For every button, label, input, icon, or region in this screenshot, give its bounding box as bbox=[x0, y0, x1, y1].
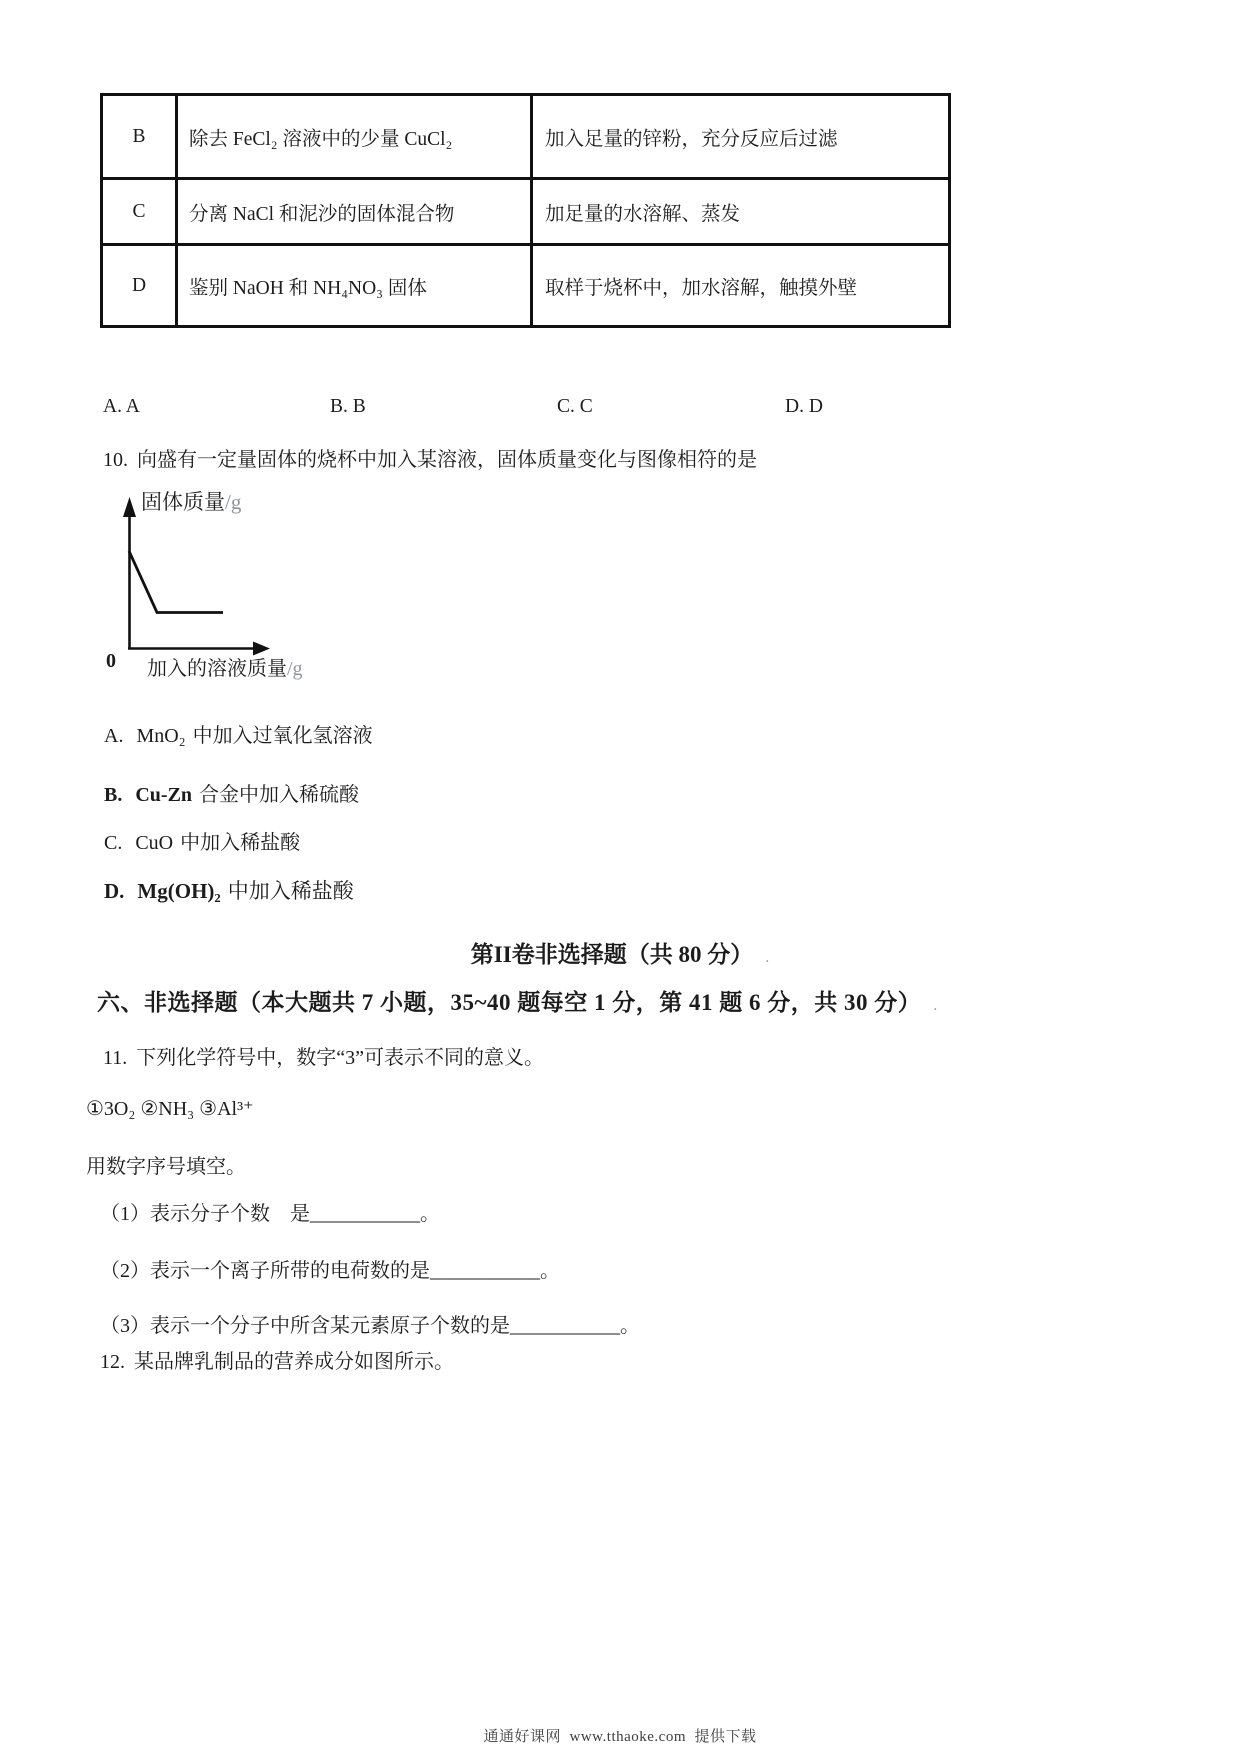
x-axis-unit: /g bbox=[287, 658, 303, 680]
option-formula: Mg(OH)₂ bbox=[137, 879, 221, 903]
x-axis-label bbox=[147, 652, 303, 681]
table-cell-goal: 鉴别 NaOH 和 NH₄NO₃ 固体 bbox=[177, 245, 532, 327]
table-cell-goal: 除去 FeCl₂ 溶液中的少量 CuCl₂ bbox=[177, 95, 532, 179]
q10-graph-plot bbox=[100, 447, 360, 687]
table-cell-method: 取样于烧杯中，加水溶解，触摸外壁 bbox=[532, 245, 950, 327]
table-row-d bbox=[102, 245, 950, 327]
q10-option-a bbox=[104, 719, 373, 748]
question-number: 10. bbox=[103, 449, 128, 471]
option-formula: CuO bbox=[135, 832, 174, 854]
table-cell-method: 加足量的水溶解、蒸发 bbox=[532, 179, 950, 245]
question-number: 11. bbox=[103, 1047, 128, 1069]
section-6-header bbox=[97, 984, 938, 1017]
choice-c: C. C bbox=[557, 396, 593, 417]
q10-option-d bbox=[104, 875, 354, 905]
question-12-stem bbox=[100, 1345, 454, 1374]
option-text: 合金中加入稀硫酸 bbox=[199, 784, 360, 806]
y-axis-label-text: 固体质量 bbox=[141, 490, 225, 514]
option-letter: C. bbox=[104, 832, 123, 854]
x-axis-label-text: 加入的溶液质量 bbox=[147, 658, 287, 680]
methods-table bbox=[100, 93, 951, 328]
table-cell-option-letter: C bbox=[102, 179, 177, 245]
section-2-header bbox=[0, 936, 1240, 969]
table-cell-option-letter: D bbox=[102, 245, 177, 327]
trailing-mark: . bbox=[933, 997, 938, 1014]
table-cell-method: 加入足量的锌粉，充分反应后过滤 bbox=[532, 95, 950, 179]
option-formula: Cu-Zn bbox=[135, 784, 193, 806]
question-text: 某品牌乳制品的营养成分如图所示。 bbox=[134, 1351, 454, 1373]
option-letter: D. bbox=[104, 879, 125, 903]
q10-option-b bbox=[104, 778, 359, 807]
origin-label: 0 bbox=[106, 650, 116, 672]
q11-part-2: （2）表示一个离子所带的电荷数的是___________。 bbox=[100, 1260, 560, 1282]
option-formula: MnO₂ bbox=[136, 725, 186, 747]
q11-part-3: （3）表示一个分子中所含某元素原子个数的是___________。 bbox=[100, 1315, 640, 1337]
y-axis-unit: /g bbox=[225, 490, 242, 514]
q11-symbols: ①3O₂ ②NH₃ ③Al³⁺ bbox=[86, 1098, 254, 1120]
table-cell-option-letter: B bbox=[102, 95, 177, 179]
question-11-stem bbox=[103, 1041, 544, 1070]
table-row-b bbox=[102, 95, 950, 179]
y-axis-label bbox=[141, 486, 241, 516]
choice-b: B. B bbox=[330, 396, 366, 417]
option-text: 中加入过氧化氢溶液 bbox=[192, 725, 373, 747]
option-letter: A. bbox=[104, 725, 124, 747]
y-axis-arrow-icon bbox=[123, 497, 136, 517]
question-text: 向盛有一定量固体的烧杯中加入某溶液，固体质量变化与图像相符的是 bbox=[137, 449, 757, 471]
table-row-c bbox=[102, 179, 950, 245]
choice-d: D. D bbox=[785, 396, 823, 417]
option-text: 中加入稀盐酸 bbox=[180, 832, 301, 854]
question-text: 下列化学符号中，数字“3”可表示不同的意义。 bbox=[136, 1047, 545, 1069]
section-2-title: 第II卷非选择题（共 80 分） bbox=[470, 942, 754, 967]
option-text: 中加入稀盐酸 bbox=[227, 879, 354, 903]
q11-part-1: （1）表示分子个数 是___________。 bbox=[100, 1203, 440, 1225]
q10-option-c bbox=[104, 826, 300, 855]
question-number: 12. bbox=[100, 1351, 125, 1373]
page-footer: 通通好课网 www.tthaoke.com 提供下载 bbox=[483, 1729, 757, 1745]
trailing-mark: . bbox=[765, 949, 770, 966]
option-letter: B. bbox=[104, 784, 123, 806]
mass-curve bbox=[129, 551, 223, 613]
choice-a: A. A bbox=[103, 396, 140, 417]
q11-instruction: 用数字序号填空。 bbox=[86, 1156, 246, 1178]
q10-graph bbox=[100, 447, 360, 687]
section-6-title: 六、非选择题（本大题共 7 小题，35~40 题每空 1 分，第 41 题 6 分，共 30 分） bbox=[97, 990, 922, 1015]
table-cell-goal: 分离 NaCl 和泥沙的固体混合物 bbox=[177, 179, 532, 245]
